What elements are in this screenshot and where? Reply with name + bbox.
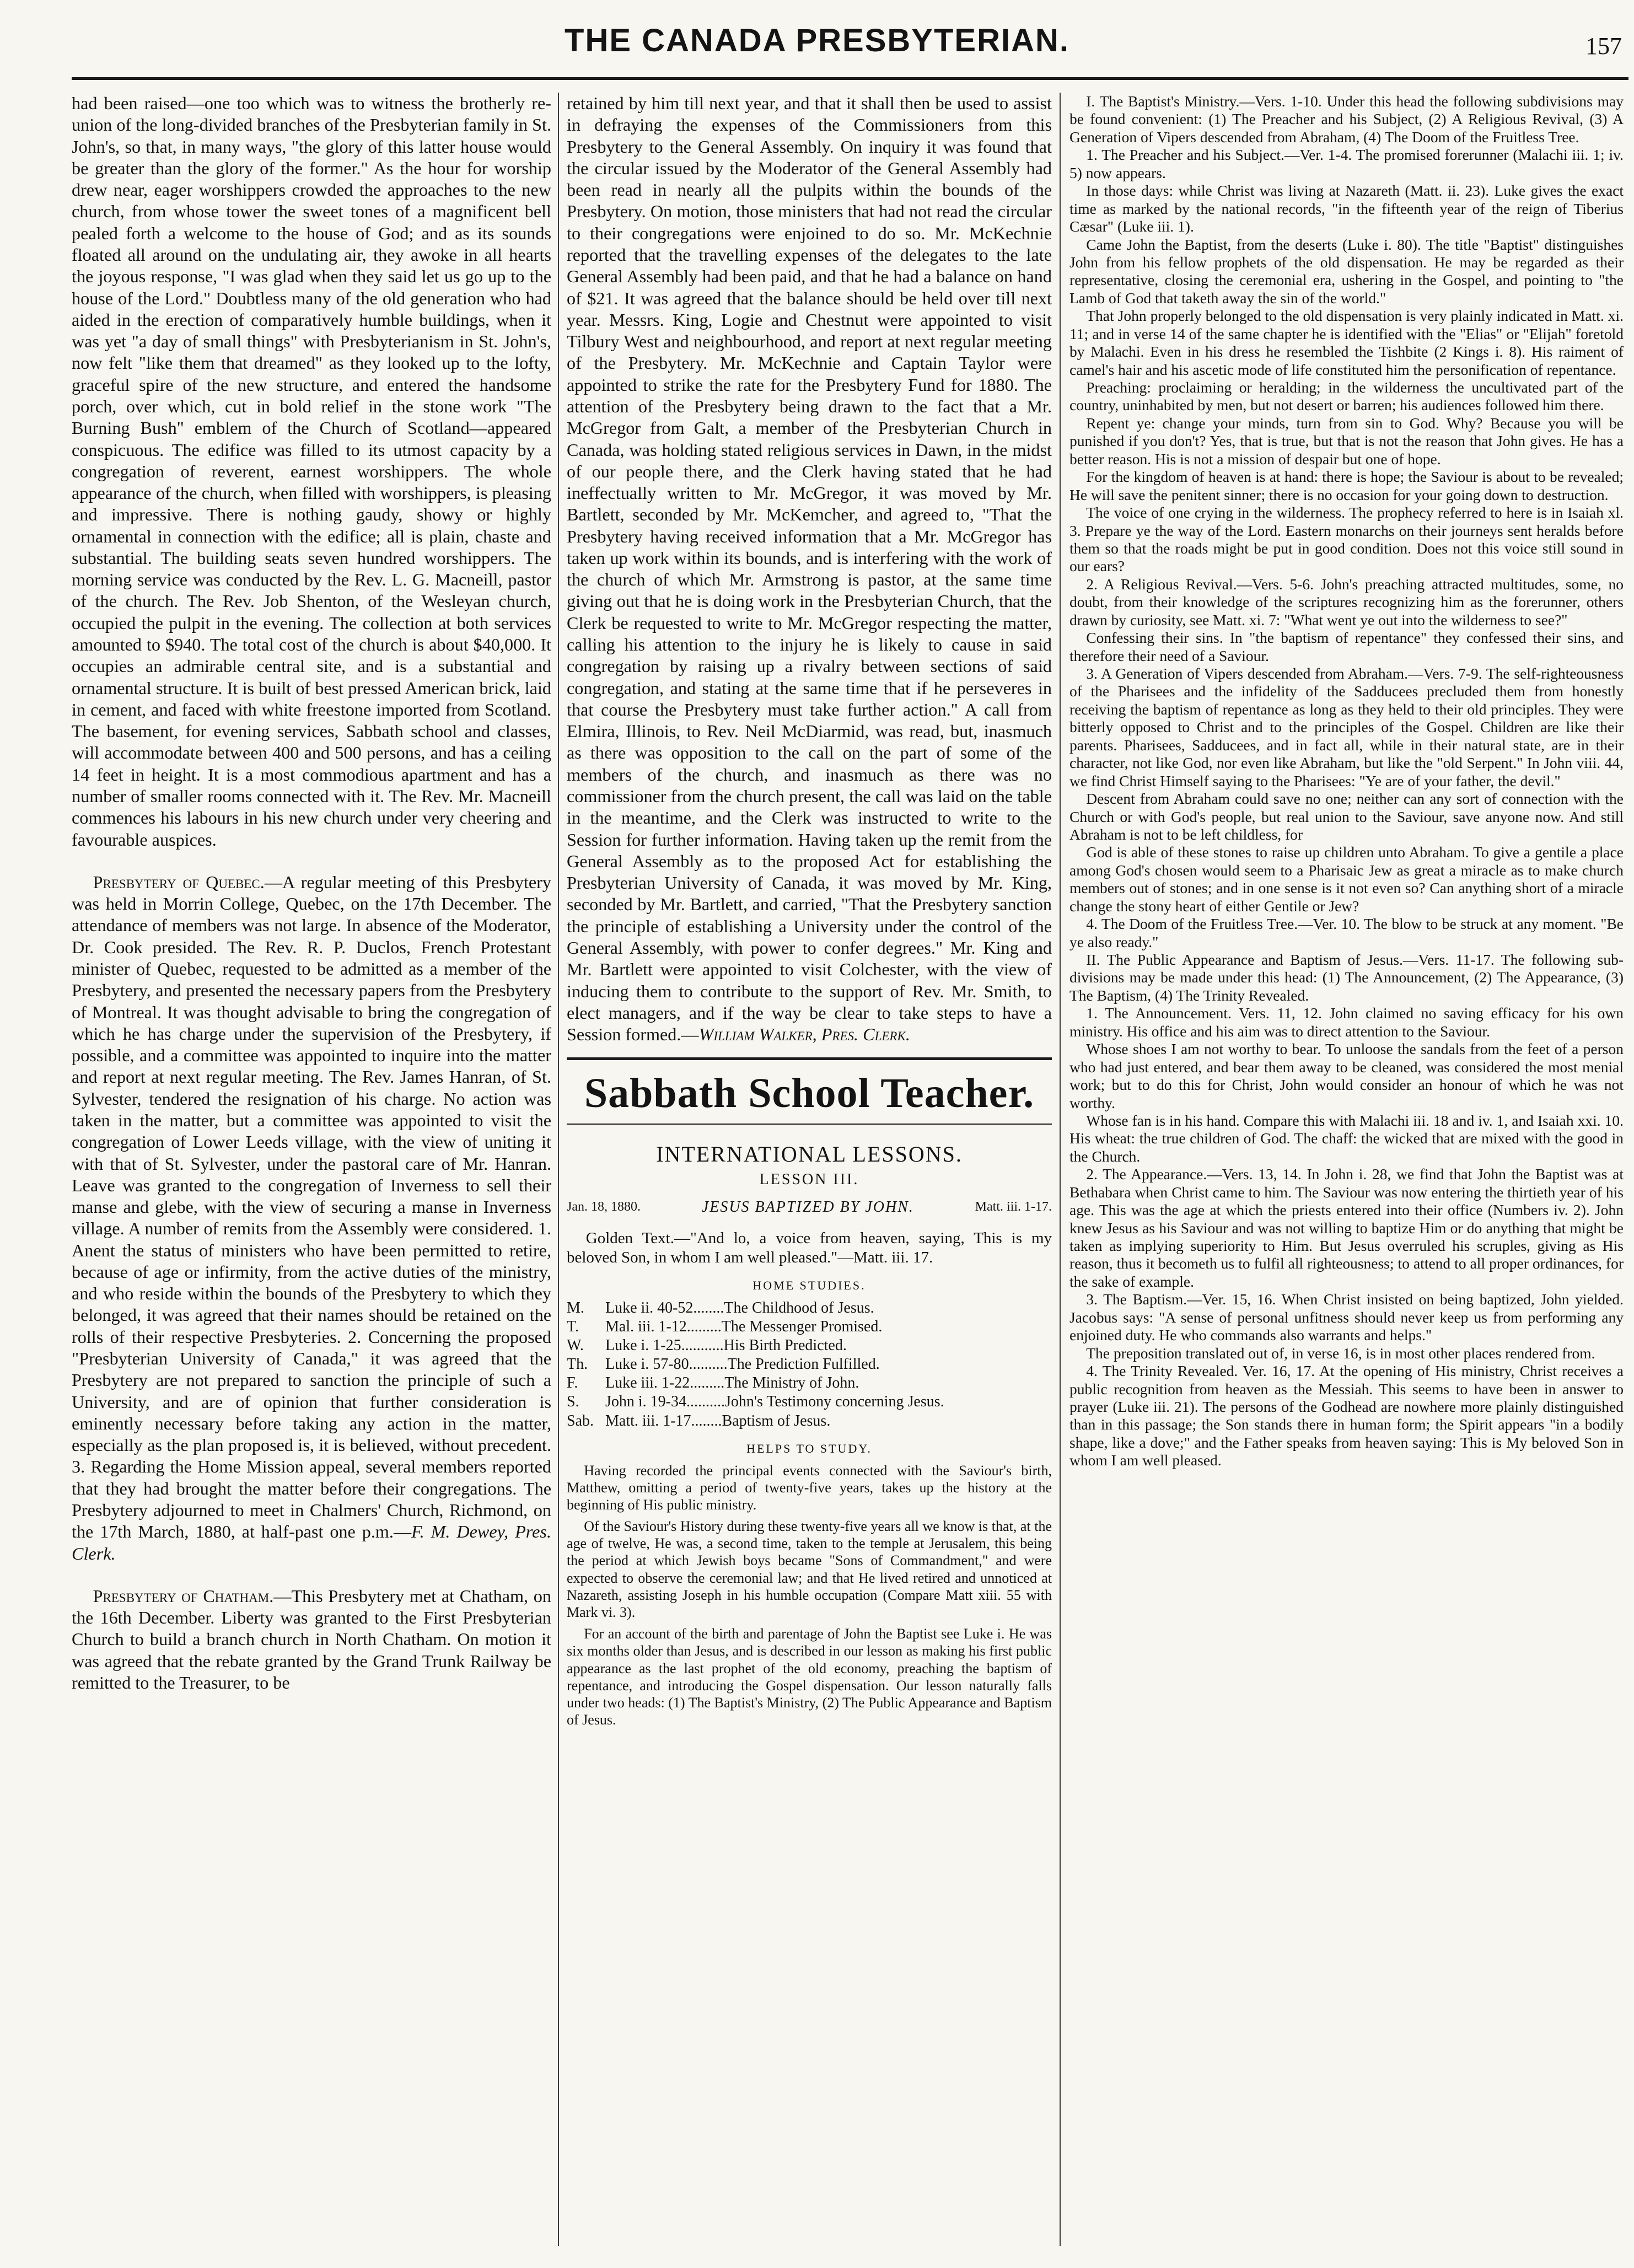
lesson-notes-paragraph: The preposition translated out of, in verse 16, is in most other places rendered from.: [1086, 1344, 1595, 1362]
lesson-notes-paragraph: In those days: while Christ was living at Nazareth (Matt. ii. 23). Luke gives the exact time as marked by the national records, "in the fifteenth year of the reign of Tiberius Cæsar" (Luke iii. 1).: [1069, 182, 1624, 235]
lesson-notes-paragraph: The voice of one crying in the wilderness. The prophecy referred to here is in Isaiah xl. 3. Prepare ye the way of the Lord. Eastern monarchs on their journeys sent heralds before them so that the roads might be put in good condition. Does not this voice still sound in our ears?: [1069, 504, 1624, 575]
lesson-date: Jan. 18, 1880.: [567, 1200, 641, 1214]
helps-to-study: [567, 1462, 1052, 1729]
column-divider: [558, 93, 559, 2246]
home-study-row: [567, 1412, 1052, 1431]
lesson-notes-paragraph: Confessing their sins. In "the baptism of repentance" they confessed their sins, and therefore their need of a Saviour.: [1069, 629, 1624, 664]
lesson-name: JESUS BAPTIZED BY JOHN.: [701, 1199, 914, 1216]
article-lead: Presbytery of Chatham.: [93, 1586, 274, 1606]
home-study-row: [567, 1393, 1052, 1411]
article-lead: Presbytery of Quebec.: [93, 872, 265, 892]
article-st-johns-church: had been raised—one too which was to witness the brotherly re-union of the long-divided branches of the Presbyterian family in St. John's, so that, in many ways, "the glory of this latter house would be greater than the glory of the former." As the hour for worship drew near, eager worshippers crowded the approaches to the new church, from whose tower the sweet tones of a magnificent bell pealed forth a welcome to the house of God; and as its sounds floated all around on the undulating air, they awoke in all hearts the joyous response, "I was glad when they said let us go up to the house of the Lord." Doubtless many of the old generation who had aided in the erection of comparatively humble buildings, when it was yet "a day of small things" with Presbyterianism in St. John's, now felt "like them that dreamed" as they looked up to the lofty, graceful spire of the new structure, and entered the handsome porch, over which, cut in bold relief in the stone work "The Burning Bush" emblem of the Church of Scotland—appeared conspicuous. The edifice was filled to its utmost capacity by a congregation of reverent, earnest worshippers. The whole appearance of the church, when filled with worshippers, is pleasing and impressive. There is nothing gaudy, showy or highly ornamental in connection with the edifice; all is plain, chaste and substantial. The building seats seven hundred worshippers. The morning service was conducted by the Rev. L. G. Macneill, pastor of the church. The Rev. Job Shenton, of the Wesleyan church, occupied the pulpit in the evening. The collection at both services amounted to $940. The total cost of the church is about $40,000. It occupies an admirable central site, and is a substantial and ornamental structure. It is built of best pressed American brick, laid in cement, and faced with white freestone imported from Scotland. The basement, for evening services, Sabbath school and classes, will accommodate between 400 and 500 persons, and has a ceiling 14 feet in height. It is a most commodious apartment and has a number of smaller rooms connected with it. The Rev. Mr. Macneill commences his labours in his new church under very cheering and favourable auspices.: [72, 93, 551, 850]
newspaper-title: THE CANADA PRESBYTERIAN.: [565, 23, 1069, 58]
home-study-row: [567, 1374, 1052, 1393]
article-presbytery-chatham: [72, 1586, 551, 1694]
lesson-notes-paragraph: 2. A Religious Revival.—Vers. 5-6. John's preaching attracted multitudes, some, no doubt, from their knowledge of the scriptures recognizing him as the forerunner, others drawn by curiosity, see Matt. xi. 7: "What went ye out into the wilderness to see?": [1069, 575, 1624, 628]
home-study-day: W.: [567, 1336, 584, 1354]
article-signature: F. M. Dewey, Pres. Clerk.: [72, 1522, 551, 1563]
column-middle: [567, 93, 1052, 2246]
lesson-notes-paragraph: That John properly belonged to the old dispensation is very plainly indicated in Matt. xi. 11; and in verse 14 of the same chapter he is identified with the "Elias" or "Elijah" foretold by Malachi. Even in his dress he resembled the Tishbite (2 Kings i. 8). His raiment of camel's hair and his ascetic mode of life constituted him the personification of repentance.: [1069, 307, 1624, 378]
home-study-reference: Luke i. 1-25...........His Birth Predicted.: [605, 1336, 847, 1354]
lesson-notes-paragraph: Repent ye: change your minds, turn from sin to God. Why? Because you will be punished if you don't? Yes, that is true, but that is not the reason that John gives. He has a better reason. His is not a mission of despair but one of hope.: [1069, 414, 1624, 467]
lesson-number: LESSON III.: [759, 1170, 859, 1188]
home-study-row: [567, 1299, 1052, 1318]
lesson-notes-paragraph: Whose fan is in his hand. Compare this with Malachi iii. 18 and iv. 1, and Isaiah xxi. 10. His wheat: the true children of God. The chaff: the wicked that are mixed with the good in the Church.: [1069, 1111, 1624, 1165]
column-left: [72, 93, 551, 2246]
home-study-reference: Luke iii. 1-22.........The Ministry of John.: [605, 1374, 859, 1392]
lesson-notes-paragraph: Came John the Baptist, from the deserts (Luke i. 80). The title "Baptist" distinguishes John from his fellow prophets of the old dispensation. He may be regarded as their representative, closing the ceremonial era, ushering in the Gospel, and pointing to "the Lamb of God that taketh away the sin of the world.": [1069, 235, 1624, 307]
page-header: [0, 0, 1634, 83]
lesson-heading: [567, 1198, 1052, 1217]
home-study-reference: Luke i. 57-80..........The Prediction Fulfilled.: [605, 1356, 880, 1373]
lesson-notes-paragraph: 3. A Generation of Vipers descended from Abraham.—Vers. 7-9. The self-righteousness of the Pharisees and the infidelity of the Sadducees precluded them from honestly receiving the baptism of repentance as long as they held to their old principles. They were bitterly opposed to Christ and to the principles of the Gospel. Children are like their parents. Pharisees, Sadducees, and in fact all, while in their natural state, are in their character, not like God, nor even like Abraham, but like the "old Serpent." In John viii. 44, we find Christ Himself saying to the Pharisees: "Ye are of your father, the devil.": [1069, 665, 1624, 789]
home-study-day: M.: [567, 1299, 584, 1316]
article-chatham-continued: [567, 93, 1052, 1045]
article-presbytery-quebec: [72, 872, 551, 1565]
home-study-reference: John i. 19-34..........John's Testimony concerning Jesus.: [605, 1393, 944, 1411]
header-rule: [72, 77, 1628, 80]
home-studies-list: [567, 1299, 1052, 1431]
lesson-notes-paragraph: Preaching: proclaiming or heralding; in the wilderness the uncultivated part of the country, uninhabited by men, but not desert or barren; his audiences followed him there.: [1069, 379, 1624, 414]
section-title: Sabbath School Teacher.: [584, 1070, 1035, 1117]
home-study-day: Sab.: [567, 1412, 594, 1429]
home-study-row: [567, 1355, 1052, 1374]
home-study-day: Th.: [567, 1356, 588, 1373]
section-rule: [567, 1124, 1052, 1125]
lesson-notes-paragraph: Descent from Abraham could save no one; neither can any sort of connection with the Church or with God's people, but real union to the Saviour, save anyone now. And still Abraham is not to be left childless, for: [1069, 790, 1624, 843]
article-body: —A regular meeting of this Presbytery was held in Morrin College, Quebec, on the 17th December. The attendance of members was not large. In absence of the Moderator, Dr. Cook presided. The Rev. R. P. Duclos, French Protestant minister of Quebec, requested to be admitted as a member of the Presbytery, and presented the necessary papers from the Presbytery of Montreal. It was thought advisable to bring the congregation of which he has charge under the supervision of the Presbytery, if possible, and a committee was appointed to inquire into the matter and report at next regular meeting. The Rev. James Hanran, of St. Sylvester, tendered the resignation of his charge. No action was taken in the matter, but a committee was appointed to visit the congregation of Lower Leeds village, with the view of uniting it with that of St. Sylvester, under the pastoral care of Mr. Hanran. Leave was granted to the congregation of Inverness to sell their manse and glebe, with the view of securing a manse in Inverness village. A number of remits from the Assembly were considered. 1. Anent the status of ministers who have been permitted to retire, because of age or infirmity, from the active duties of the ministry, and who reside within the bounds of the Presbytery to which they belonged, it was agreed that their names should be retained on the rolls of their respective Presbyteries. 2. Concerning the proposed "Presbyterian University of Canada," it was agreed that the Presbytery are not prepared to sanction the principle of such a University, and are of opinion that further consideration is eminently necessary before taking any action in the matter, especially as the plan proposed is, it is believed, without precedent. 3. Regarding the Home Mission appeal, several members reported that they had brought the matter before their congregations. The Presbytery adjourned to meet in Chalmers' Church, Richmond, on the 17th March, 1880, at half-past one p.m.—: [72, 872, 551, 1542]
lesson-notes-paragraph: 4. The Trinity Revealed. Ver. 16, 17. At the opening of His ministry, Christ receives a public recognition from heaven as the Messiah. This seems to have been in answer to prayer (Luke iii. 21). The persons of the Godhead are nowhere more plainly distinguished than in this passage; the Son stands there in human form; the Spirit appears "in a bodily shape, like a dove;" and the Father speaks from heaven saying: This is My beloved Son in whom I am well pleased.: [1069, 1362, 1624, 1469]
home-study-reference: Luke ii. 40-52........The Childhood of Jesus.: [605, 1299, 874, 1316]
lesson-notes-paragraph: II. The Public Appearance and Baptism of Jesus.—Vers. 11-17. The following sub-divisions may be made under this head: (1) The Announcement, (2) The Appearance, (3) The Baptism, (4) The Trinity Revealed.: [1069, 951, 1624, 1004]
home-study-reference: Matt. iii. 1-17........Baptism of Jesus.: [605, 1412, 831, 1429]
page-number: 157: [1585, 33, 1622, 60]
helps-title: HELPS TO STUDY.: [746, 1441, 872, 1455]
golden-text: Golden Text.—"And lo, a voice from heaven, saying, This is my beloved Son, in whom I am well pleased."—Matt. iii. 17.: [567, 1229, 1052, 1266]
article-body: retained by him till next year, and that it shall then be used to assist in defraying the expenses of the Commissioners from this Presbytery to the General Assembly. On inquiry it was found that the circular issued by the Moderator of the General Assembly had been read in nearly all the pulpits within the bounds of the Presbytery. On motion, those ministers that had not read the circular to their congregations were enjoined to do so. Mr. McKechnie reported that the travelling expenses of the delegates to the late General Assembly had been paid, and that he had a balance on hand of $21. It was agreed that the balance should be held over till next year. Messrs. King, Logie and Chestnut were appointed to visit Tilbury West and neighbourhood, and report at next regular meeting of the Presbytery. Mr. McKechnie and Captain Taylor were appointed to strike the rate for the Presbytery Fund for 1880. The attention of the Presbytery being drawn to the fact that a Mr. McGregor from Galt, a member of the Presbyterian Church in Canada, was holding stated religious services in Dawn, in the midst of our people there, and the Clerk having stated that he had ineffectually written to Mr. McGregor, it was moved by Mr. Bartlett, seconded by Mr. McKemcher, and agreed to, "That the Presbytery having received information that a Mr. McGregor has taken up work within its bounds, and is interfering with the work of the church of which Mr. Armstrong is pastor, at the same time giving out that he is doing work in the Presbyterian Church, that the Clerk be requested to write to Mr. McGregor respecting the matter, calling his attention to the injury he is likely to cause in said congregation by raising up a rivalry between sections of said congregation, and stating at the same time that if he perseveres in that course the Presbytery must take further action." A call from Elmira, Illinois, to Rev. Neil McDiarmid, was read, but, inasmuch as there was opposition to the call on the part of some of the members of the church, and inasmuch as there was no commissioner from the church present, the call was laid on the table in the meantime, and the Clerk was instructed to write to the Session for further information. Having taken up the remit from the General Assembly as to the proposed Act for establishing the Presbyterian University of Canada, it was moved by Mr. King, seconded by Mr. Bartlett, and carried, "That the Presbytery sanction the principle of establishing a University under the control of the General Assembly, with power to confer degrees." Mr. King and Mr. Bartlett were appointed to visit Colchester, with the view of inducing them to contribute to the support of Rev. Mr. Smith, to elect managers, and if the way be clear to take steps to have a Session formed.—: [567, 93, 1052, 1045]
lesson-notes-paragraph: 1. The Announcement. Vers. 11, 12. John claimed no saving efficacy for his own ministry. His office and his aim was to direct attention to the Saviour.: [1069, 1004, 1624, 1040]
column-right: [1069, 93, 1624, 2246]
lesson-notes-paragraph: God is able of these stones to raise up children unto Abraham. To give a gentile a place among God's chosen would seem to a Pharisaic Jew as great a miracle as to make church members out of stones; and in one sense is it not even so? Can anything short of a miracle change the stony heart of either Gentile or Jew?: [1069, 843, 1624, 915]
lesson-notes-paragraph: 3. The Baptism.—Ver. 15, 16. When Christ insisted on being baptized, John yielded. Jacobus says: "A sense of personal unfitness should never keep us from performing any enjoined duty. He who commands also warrants and helps.": [1069, 1291, 1624, 1344]
lessons-title: INTERNATIONAL LESSONS.: [656, 1142, 963, 1167]
home-study-day: F.: [567, 1374, 578, 1392]
column-divider: [1060, 93, 1061, 2246]
lesson-notes-paragraph: 2. The Appearance.—Vers. 13, 14. In John i. 28, we find that John the Baptist was at Bethabara when Christ came to him. The Saviour was now entering the thirtieth year of his age. This was the age at which the priests entered into their office (Numbers iv. 2). John knew Jesus as his Saviour and was not willing to baptize Him or do anything that might be taken as implying superiority to Him. But Jesus overruled his scruples, giving as His reason, thus it becometh us to fulfil all righteousness; to attend to all proper ordinances, for the sake of example.: [1069, 1165, 1624, 1290]
helps-paragraph: For an account of the birth and parentage of John the Baptist see Luke i. He was six months older than Jesus, and is described in our lesson as making his first public appearance as the last prophet of the old economy, preaching the baptism of repentance, and introducing the Gospel dispensation. Our lesson naturally falls under two heads: (1) The Baptist's Ministry, (2) The Public Appearance and Baptism of Jesus.: [567, 1626, 1052, 1728]
lesson-notes-paragraph: I. The Baptist's Ministry.—Vers. 1-10. Under this head the following subdivisions may be found convenient: (1) The Preacher and his Subject, (2) A Religious Revival, (3) A Generation of Vipers descended from Abraham, (4) The Doom of the Fruitless Tree.: [1069, 93, 1624, 146]
home-study-reference: Mal. iii. 1-12.........The Messenger Promised.: [605, 1318, 883, 1335]
home-study-day: T.: [567, 1318, 579, 1335]
home-study-row: [567, 1318, 1052, 1336]
lesson-reference: Matt. iii. 1-17.: [975, 1200, 1052, 1214]
lesson-notes-paragraph: 4. The Doom of the Fruitless Tree.—Ver. 10. The blow to be struck at any moment. "Be ye also ready.": [1069, 915, 1624, 950]
helps-paragraph: Of the Saviour's History during these twenty-five years all we know is that, at the age of twelve, He was, a second time, taken to the temple at Jerusalem, this being the period at which Jewish boys became "Sons of Commandment," and were expected to observe the ceremonial law; and that He lived retired and unnoticed at Nazareth, assisting Joseph in his humble occupation (Compare Matt xiii. 55 with Mark vi. 3).: [567, 1518, 1052, 1621]
home-study-row: [567, 1336, 1052, 1355]
section-rule: [567, 1057, 1052, 1060]
lesson-notes-paragraph: 1. The Preacher and his Subject.—Ver. 1-4. The promised forerunner (Malachi iii. 1; iv. 5) now appears.: [1069, 146, 1624, 181]
lesson-notes-paragraph: Whose shoes I am not worthy to bear. To unloose the sandals from the feet of a person who had just entered, and bear them away to be cleaned, was considered the most menial work; but to do this for Christ, John would consider an honour of which he was not worthy.: [1069, 1040, 1624, 1111]
lesson-notes-paragraph: For the kingdom of heaven is at hand: there is hope; the Saviour is about to be revealed; He will save the penitent sinner; there is no occasion for your going down to destruction.: [1069, 468, 1624, 503]
helps-paragraph: Having recorded the principal events connected with the Saviour's birth, Matthew, omitting a period of twenty-five years, takes up the history at the beginning of His public ministry.: [567, 1462, 1052, 1513]
home-studies-title: HOME STUDIES.: [752, 1278, 866, 1292]
article-signature: William Walker, Pres. Clerk.: [698, 1024, 910, 1045]
article-body: —This Presbytery met at Chatham, on the 16th December. Liberty was granted to the First Presbyterian Church to build a branch church in North Chatham. On motion it was agreed that the rebate granted by the Grand Trunk Railway be remitted to the Treasurer, to be: [72, 1586, 551, 1692]
home-study-day: S.: [567, 1393, 579, 1411]
